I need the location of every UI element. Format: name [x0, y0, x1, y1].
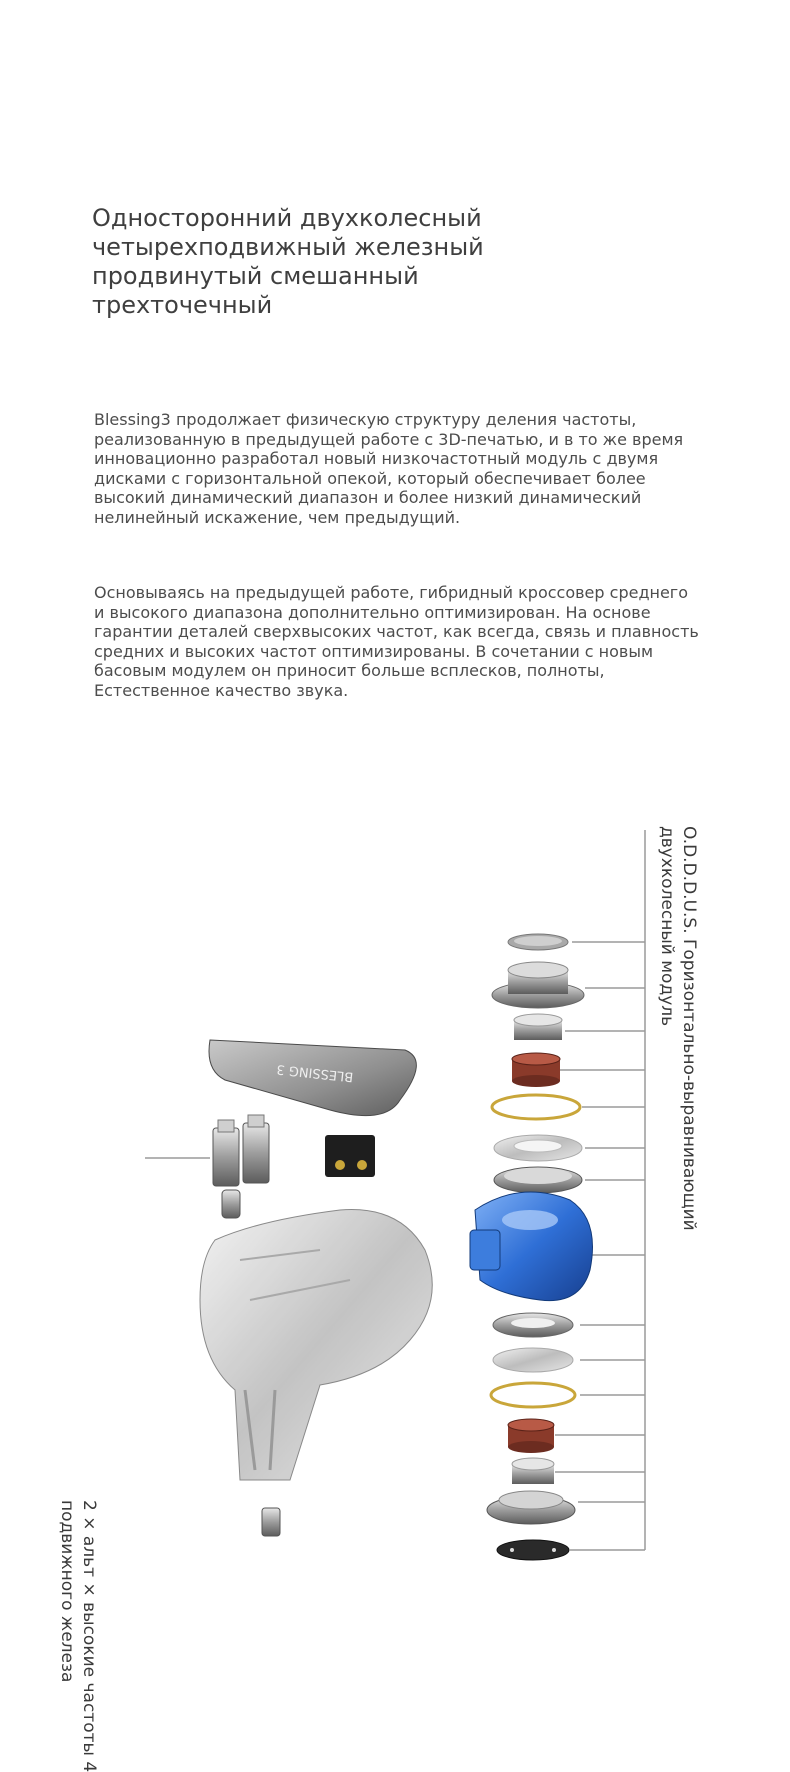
gold-ring-icon [491, 1383, 575, 1407]
black-disc-icon [497, 1540, 569, 1560]
paragraph-line: высокий динамический диапазон и более низкий динамический [94, 488, 642, 507]
label-line: двухколесный модуль [657, 826, 677, 1027]
small-tube-icon [222, 1190, 240, 1218]
blue-bass-housing-icon [470, 1192, 593, 1301]
label-line: O.D.D.D.U.S. Горизонтально-выравнивающий [679, 826, 699, 1231]
paragraph-line: Основываясь на предыдущей работе, гибридный кроссовер среднего [94, 583, 688, 602]
title-line: четырехподвижный железный [92, 233, 484, 261]
paragraph-line: реализованную в предыдущей работе с 3D-печатью, и в то же время [94, 429, 684, 449]
diaphragm-icon [493, 1348, 573, 1372]
right-diagram-label [656, 826, 700, 1231]
leader-lines [145, 830, 645, 1550]
paragraph-line: средних и высоких частот оптимизированы. В сочетании с новым [94, 641, 654, 661]
paragraph-line: нелинейный искажение, чем предыдущий. [94, 507, 461, 527]
paragraph-line: гарантии деталей сверхвысоких частот, как всегда, связь и плавность [94, 622, 699, 641]
left-diagram-label [56, 1500, 100, 1772]
product-title [92, 204, 612, 320]
paragraph-line: дисками с горизонтальной опекой, который обеспечивает более [94, 468, 646, 488]
faceplate-icon [209, 1040, 416, 1116]
title-line: Односторонний двухколесный [92, 204, 482, 232]
description-paragraph-2 [94, 583, 734, 700]
title-line: трехточечный [92, 291, 273, 319]
label-line: 2 × альт × высокие частоты 4 [79, 1500, 99, 1772]
paragraph-line: басовым модулем он приносит больше всплесков, полноты, [94, 661, 605, 680]
nozzle-tube-icon [262, 1508, 280, 1536]
tweeter-block-icon [325, 1135, 375, 1177]
paragraph-line: инновационно разработал новый низкочастотный модуль с двумя [94, 449, 659, 468]
gold-ring-icon [492, 1095, 580, 1119]
label-line: подвижного железа [57, 1500, 77, 1683]
second-driver-stack [487, 1313, 575, 1560]
clear-shell-icon [200, 1210, 432, 1481]
paragraph-line: Естественное качество звука. [94, 680, 349, 700]
balanced-armature-drivers-icon [213, 1115, 269, 1186]
paragraph-line: и высокого диапазона дополнительно оптимизирован. На основе [94, 602, 651, 622]
title-line: продвинутый смешанный [92, 262, 419, 290]
description-paragraph-1 [94, 410, 734, 527]
faceplate-text: BLESSING 3 [275, 1061, 354, 1084]
bass-module-stack [492, 934, 584, 1193]
paragraph-line: Blessing3 продолжает физическую структуру деления частоты, [94, 410, 637, 429]
